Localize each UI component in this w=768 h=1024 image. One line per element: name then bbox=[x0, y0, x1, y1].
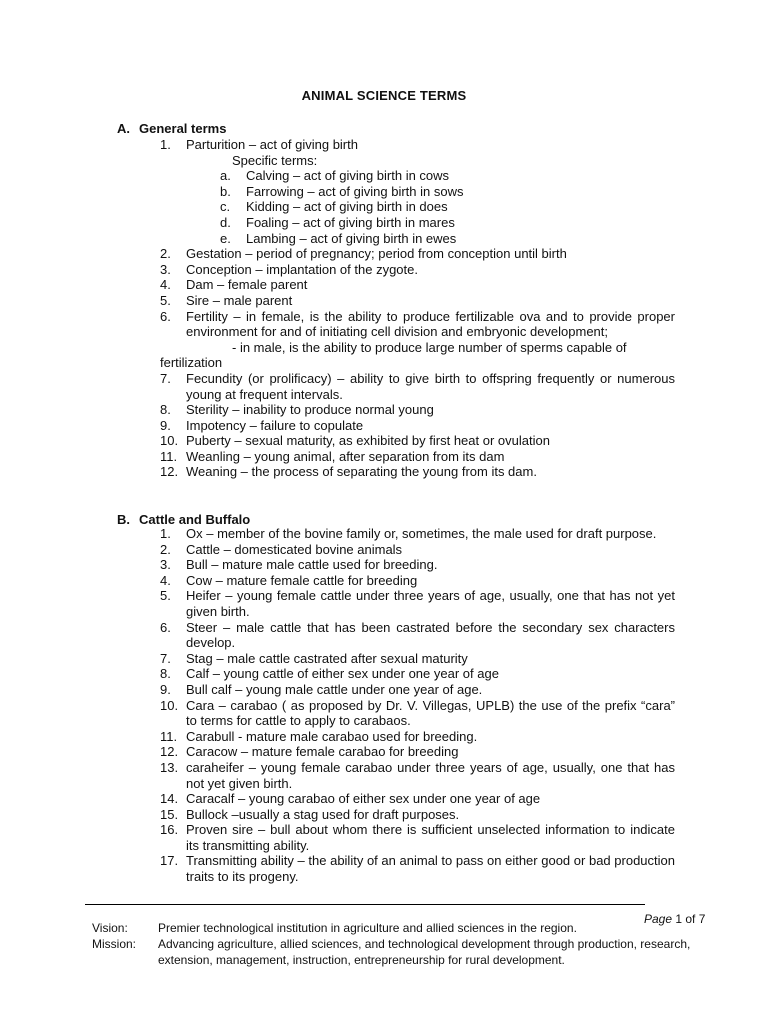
fertility-male-continuation: fertilization bbox=[160, 355, 223, 371]
list-item: 13. caraheifer – young female carabao under three years of age, usually, one that has not yet given birth. bbox=[160, 759, 675, 791]
list-item: 9. Bull calf – young male cattle under one year of age. bbox=[160, 681, 483, 697]
page-number: Page 1 of 7 bbox=[644, 912, 706, 926]
list-item: 4. Cow – mature female cattle for breeding bbox=[160, 572, 418, 588]
list-item: e. Lambing – act of giving birth in ewes bbox=[220, 230, 457, 246]
list-item: 14. Caracalf – young carabao of either sex under one year of age bbox=[160, 791, 541, 807]
list-item: 11. Carabull - mature male carabao used for breeding. bbox=[160, 728, 478, 744]
list-item: b. Farrowing – act of giving birth in sows bbox=[220, 183, 464, 199]
list-item: 16. Proven sire – bull about whom there is sufficient unselected information to indicate its transmitting ability. bbox=[160, 822, 675, 853]
specific-terms-label: Specific terms: bbox=[232, 152, 318, 168]
general-terms-list bbox=[160, 137, 675, 480]
list-item: 4. Dam – female parent bbox=[160, 277, 308, 293]
list-item: 5. Sire – male parent bbox=[160, 292, 293, 308]
list-item: 12. Caracow – mature female carabao for breeding bbox=[160, 744, 459, 760]
list-item: 8. Sterility – inability to produce normal young bbox=[160, 402, 434, 418]
list-item: 7. Fecundity (or prolificacy) – ability to give birth to offspring frequently or numerous young at frequent intervals. bbox=[160, 370, 675, 402]
list-item: 12. Weaning – the process of separating the young from its dam. bbox=[160, 464, 537, 480]
fertility-male-line: - in male, is the ability to produce large number of sperms capable of bbox=[232, 339, 627, 355]
list-item: 17. Transmitting ability – the ability of an animal to pass on either good or bad production traits to its progeny. bbox=[160, 853, 675, 885]
list-item: a. Calving – act of giving birth in cows bbox=[220, 168, 450, 184]
list-item: 10. Puberty – sexual maturity, as exhibited by first heat or ovulation bbox=[160, 433, 550, 449]
list-item: 11. Weanling – young animal, after separation from its dam bbox=[160, 448, 505, 464]
page-title: ANIMAL SCIENCE TERMS bbox=[301, 88, 467, 103]
mission-statement: Mission: Advancing agriculture, allied sciences, and technological development through production, research, extension, management, instruction, entrepreneurship for rural development. bbox=[92, 937, 691, 967]
list-item: 1. Parturition – act of giving birth bbox=[160, 137, 358, 152]
list-item: 6. Fertility – in female, is the ability to produce fertilizable ova and to provide proper environment for and of initiating cell division and embryonic development; bbox=[160, 308, 675, 340]
list-item: 10. Cara – carabao ( as proposed by Dr. V. Villegas, UPLB) the use of the prefix “cara” to terms for cattle to apply to carabaos. bbox=[160, 697, 675, 729]
list-item: c. Kidding – act of giving birth in does bbox=[220, 199, 448, 215]
footer-divider bbox=[85, 904, 645, 905]
vision-statement: Vision: Premier technological institution in agriculture and allied sciences in the region. bbox=[92, 921, 577, 935]
list-item: 6. Steer – male cattle that has been castrated before the secondary sex characters develop. bbox=[160, 619, 675, 651]
list-item: 2. Gestation – period of pregnancy; period from conception until birth bbox=[160, 246, 567, 262]
list-item: 5. Heifer – young female cattle under three years of age, usually, one that has not yet given birth. bbox=[160, 588, 675, 619]
list-item: 15. Bullock –usually a stag used for draft purposes. bbox=[160, 806, 460, 822]
footer bbox=[92, 920, 692, 968]
cattle-terms-list bbox=[160, 526, 675, 885]
list-item: 9. Impotency – failure to copulate bbox=[160, 417, 364, 433]
section-heading-cattle-and-buffalo: B. Cattle and Buffalo bbox=[117, 512, 251, 527]
list-item: 7. Stag – male cattle castrated after sexual maturity bbox=[160, 650, 468, 666]
list-item: 8. Calf – young cattle of either sex under one year of age bbox=[160, 666, 499, 682]
list-item: d. Foaling – act of giving birth in mares bbox=[220, 214, 455, 230]
section-heading-general-terms: A. General terms bbox=[117, 121, 227, 136]
list-item: 3. Bull – mature male cattle used for breeding. bbox=[160, 557, 438, 573]
list-item: 2. Cattle – domesticated bovine animals bbox=[160, 541, 403, 557]
list-item: 1. Ox – member of the bovine family or, sometimes, the male used for draft purpose. bbox=[160, 526, 657, 541]
list-item: 3. Conception – implantation of the zygote. bbox=[160, 261, 418, 277]
